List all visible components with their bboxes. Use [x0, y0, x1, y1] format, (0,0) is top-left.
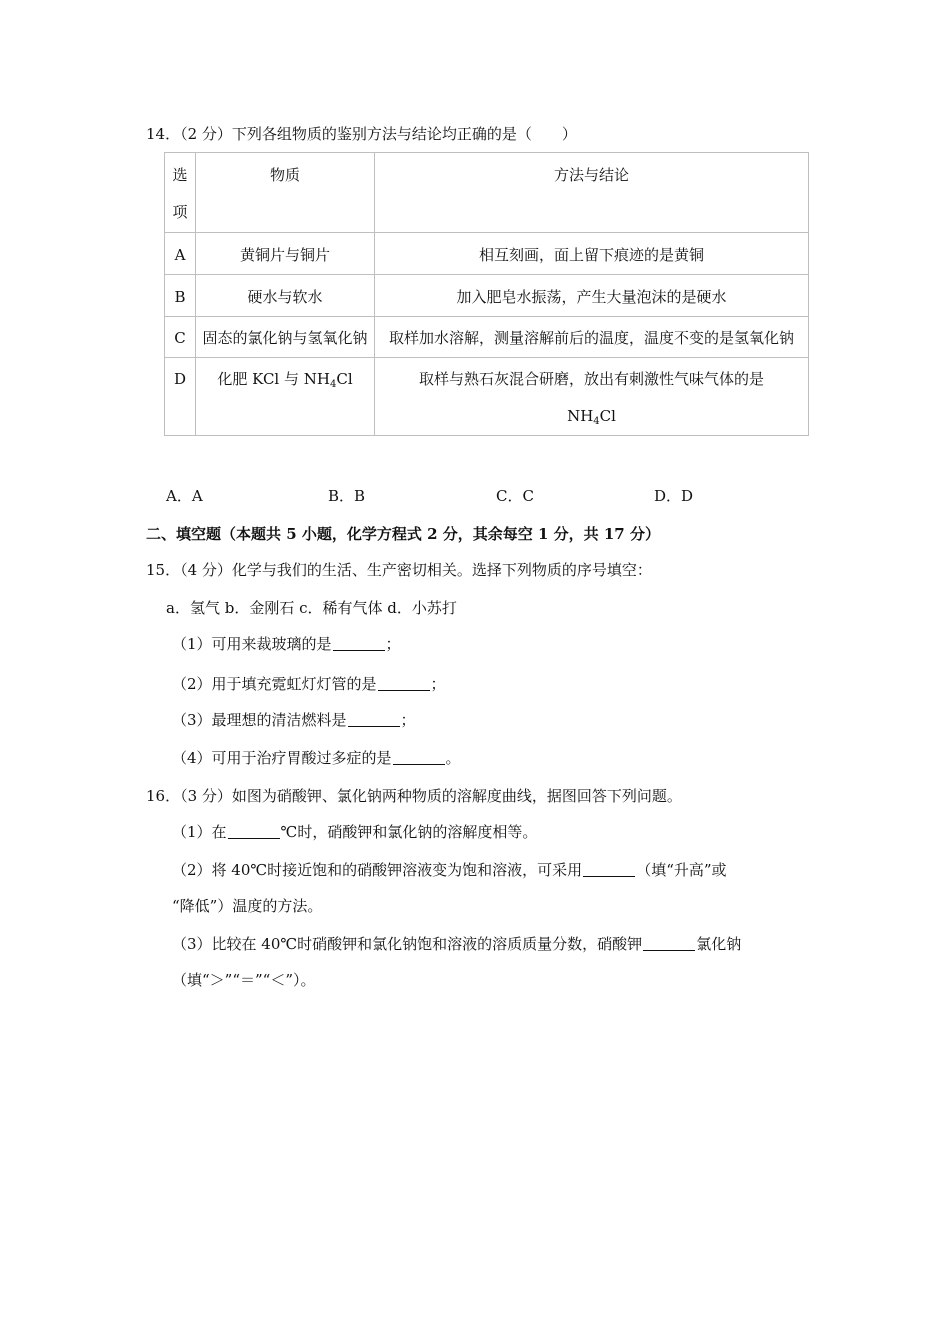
table-header-row — [165, 153, 809, 233]
q15-part-3: （3）最理想的清洁燃料是 ； — [172, 711, 416, 729]
section-title: 二、填空题（本题共 5 小题，化学方程式 2 分，其余每空 1 分，共 17 分） — [146, 525, 660, 543]
q16-stem: 16．（3 分）如图为硝酸钾、氯化钠两种物质的溶解度曲线，据图回答下列问题。 — [146, 787, 682, 805]
row-a-method: 相互刻画，面上留下痕迹的是黄铜 — [375, 233, 809, 275]
choice-a: A．A — [166, 487, 203, 505]
answer-blank[interactable] — [393, 750, 445, 765]
row-c-option: C — [165, 317, 196, 358]
row-d-option: D — [165, 358, 196, 436]
header-method: 方法与结论 — [375, 153, 809, 233]
row-c-substance: 固态的氯化钠与氢氧化钠 — [196, 317, 375, 358]
header-substance: 物质 — [196, 153, 375, 233]
choice-b: B．B — [328, 487, 366, 505]
q16-part-1: （1）在 ℃时，硝酸钾和氯化钠的溶解度相等。 — [172, 823, 538, 841]
table-row — [165, 275, 809, 317]
choice-c: C．C — [496, 487, 534, 505]
q15-part-1: （1）可用来裁玻璃的是 ； — [172, 635, 401, 653]
answer-blank[interactable] — [228, 824, 280, 839]
answer-blank[interactable] — [643, 936, 695, 951]
row-d-method: 取样与熟石灰混合研磨，放出有刺激性气味气体的是 $NH_4Cl$ — [375, 358, 809, 436]
row-a-substance: 黄铜片与铜片 — [196, 233, 375, 275]
q15-options: a．氢气 b．金刚石 c．稀有气体 d．小苏打 — [166, 599, 457, 617]
choice-d: D．D — [654, 487, 694, 505]
answer-blank[interactable] — [583, 862, 635, 877]
q16-part-3-cont: （填“＞”“＝”“＜”）。 — [172, 971, 316, 989]
q15-part-4: （4）可用于治疗胃酸过多症的是 。 — [172, 749, 461, 767]
table-row — [165, 317, 809, 358]
row-b-option: B — [165, 275, 196, 317]
row-a-option: A — [165, 233, 196, 275]
table-row — [165, 233, 809, 275]
q16-part-2-cont: “降低”）温度的方法。 — [172, 897, 323, 915]
q14-table — [164, 152, 809, 436]
row-b-method: 加入肥皂水振荡，产生大量泡沫的是硬水 — [375, 275, 809, 317]
answer-blank[interactable] — [378, 676, 430, 691]
answer-blank[interactable] — [348, 712, 400, 727]
row-b-substance: 硬水与软水 — [196, 275, 375, 317]
q16-part-3: （3）比较在 40℃时硝酸钾和氯化钠饱和溶液的溶质质量分数，硝酸钾 氯化钠 — [172, 935, 742, 953]
table-row — [165, 358, 809, 436]
row-d-substance: 化肥 KCl 与 $NH_4Cl$ — [196, 358, 375, 436]
q16-part-2: （2）将 40℃时接近饱和的硝酸钾溶液变为饱和溶液，可采用 （填“升高”或 — [172, 861, 727, 879]
header-option: 选项 — [165, 153, 196, 233]
q15-stem: 15．（4 分）化学与我们的生活、生产密切相关。选择下列物质的序号填空： — [146, 561, 652, 579]
q14-stem: 14．（2 分）下列各组物质的鉴别方法与结论均正确的是（ ） — [146, 125, 577, 143]
answer-blank[interactable] — [333, 636, 385, 651]
q15-part-2: （2）用于填充霓虹灯灯管的是 ； — [172, 675, 446, 693]
row-c-method: 取样加水溶解，测量溶解前后的温度，温度不变的是氢氧化钠 — [375, 317, 809, 358]
